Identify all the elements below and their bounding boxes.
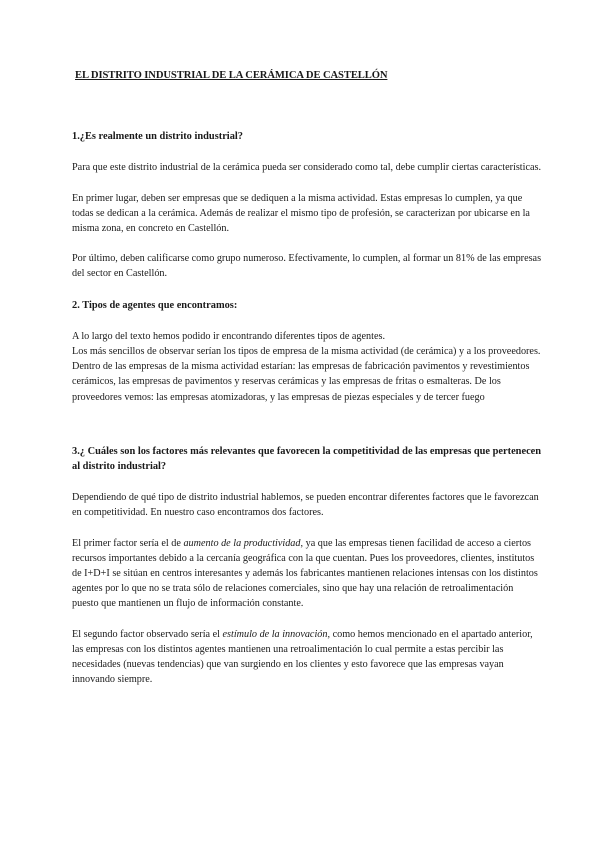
section-3-paragraph-3-start: El segundo factor observado sería el [72,628,223,640]
section-3-paragraph-2-emphasis: aumento de la productividad [183,537,301,549]
section-1-paragraph-3: Por último, deben calificarse como grupo numeroso. Efectivamente, lo cumplen, al formar un 81% de las empresas del sector en Castellón. [72,253,542,280]
section-3-paragraph-2 [72,536,542,612]
section-1-paragraph-1: Para que este distrito industrial de la cerámica pueda ser considerado como tal, debe cumplir ciertas características. [72,162,541,174]
document-title: EL DISTRITO INDUSTRIAL DE LA CERÁMICA DE CASTELLÓN [75,70,388,81]
section-3-paragraph-2-end: , ya que las empresas tienen facilidad de acceso a ciertos recursos importantes debido a la cercanía geográfica con la que cuentan. Pues los proveedores, clientes, institutos de I+D+I se sitúan en centros interesantes y además los fabricantes mantienen relaciones intensas con los distintos agentes por lo que no se trata sólo de relaciones comerciales, sino que hay una relación de retroalimentación puesto que mantienen un flujo de información constante. [72,537,538,610]
section-3-paragraph-2-start: El primer factor sería el de [72,537,184,549]
section-1-paragraph-2: En primer lugar, deben ser empresas que se dediquen a la misma actividad. Estas empresas lo cumplen, ya que todas se dedican a la cerámica. Además de realizar el mismo tipo de profesión, se caracterizan por ubicarse en la misma zona, en concreto en Castellón. [72,192,530,235]
section-3-paragraph-1: Dependiendo de qué tipo de distrito industrial hablemos, se pueden encontrar diferentes factores que le favorezcan en competitividad. En nuestro caso encontramos dos factores. [72,492,539,519]
section-3-paragraph-3 [72,627,542,688]
section-3-paragraph-3-end: como hemos mencionado en el apartado anterior, las empresas con los distintos agentes mantienen una retroalimentación lo cual permite a estas percibir las necesidades (nuevas tendencias) que van surgiendo en los clientes y esto favorece que las empresas vayan innovando siempre. [72,628,533,686]
section-3-paragraph-3-emphasis: estímulo de la innovación, [222,628,331,640]
section-3-heading: 3.¿ Cuáles son los factores más relevantes que favorecen la competitividad de las empresas que pertenecen al distrito industrial? [72,445,542,473]
section-2-heading: 2. Tipos de agentes que encontramos: [72,299,238,311]
section-2-paragraph-1-line-1: A lo largo del texto hemos podido ir encontrando diferentes tipos de agentes. [72,330,386,342]
section-1-heading: 1.¿Es realmente un distrito industrial? [72,131,243,143]
section-2-paragraph-1-rest: Los más sencillos de observar serían los tipos de empresa de la misma actividad (de cerámica) y a los proveedores. Dentro de las empresas de la misma actividad estarían: las empresas de fabricación pavimentos y revestimientos cerámicos, las empresas de pavimentos y reservas cerámicas y las empresas de fritas o esmalteras. De los proveedores vemos: las empresas atomizadoras, y las empresas de piezas especiales y de tercer fuego [72,346,541,403]
